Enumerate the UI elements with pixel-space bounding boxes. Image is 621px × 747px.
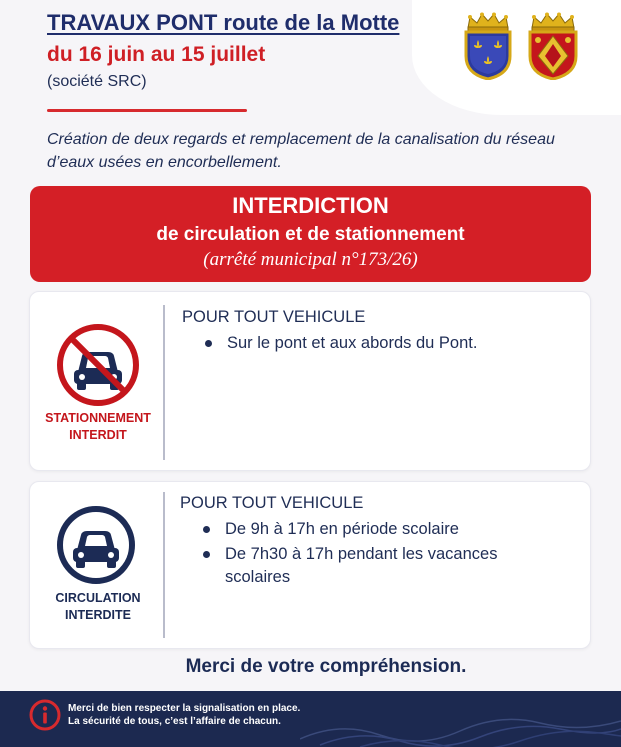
traffic-rule-list [200,518,580,591]
parking-sign-label-line2: INTERDIT [69,428,127,442]
traffic-prohibition-card [29,481,591,649]
coat-of-arms-icon [524,12,582,80]
banner-subheading: de circulation et de stationnement [156,224,465,245]
card-divider [163,492,165,638]
traffic-sign-label-line1: CIRCULATION [55,591,141,605]
list-item: Sur le pont et aux abords du Pont. [202,332,582,355]
traffic-sign-label [38,590,158,624]
list-item: De 9h à 17h en période scolaire [200,518,580,541]
notice-title: TRAVAUX PONT route de la Motte [47,10,400,35]
banner-heading: INTERDICTION [232,193,389,218]
prohibition-banner [30,186,591,282]
no-traffic-car-icon [55,504,137,586]
parking-rule-list [202,332,582,357]
title-divider [47,109,247,112]
parking-sign-label [38,410,158,444]
footer-line-1: Merci de bien respecter la signalisation en place. [68,703,301,714]
info-icon [28,698,62,732]
banner-decree: (arrêté municipal n°173/26) [203,249,418,270]
traffic-rule-heading: POUR TOUT VEHICULE [180,494,364,512]
company-name: (société SRC) [47,73,147,90]
footer-bar [0,691,621,747]
wave-decoration [300,691,621,747]
crest-background [412,0,621,115]
notice-dates: du 16 juin au 15 juillet [47,43,266,66]
parking-prohibition-card [29,291,591,471]
coat-of-arms-icon [460,12,516,80]
card-divider [163,305,165,460]
traffic-sign-label-line2: INTERDITE [65,608,131,622]
work-description: Création de deux regards et remplacement de la canalisation du réseau d’eaux usées en encorbellement. [47,131,555,171]
thanks-message: Merci de votre compréhension. [185,656,467,677]
parking-rule-heading: POUR TOUT VEHICULE [182,308,366,326]
no-parking-car-icon [55,322,141,408]
list-item: De 7h30 à 17h pendant les vacances scolaires [200,543,530,589]
parking-sign-label-line1: STATIONNEMENT [45,411,151,425]
footer-line-2: La sécurité de tous, c’est l’affaire de chacun. [68,716,281,727]
